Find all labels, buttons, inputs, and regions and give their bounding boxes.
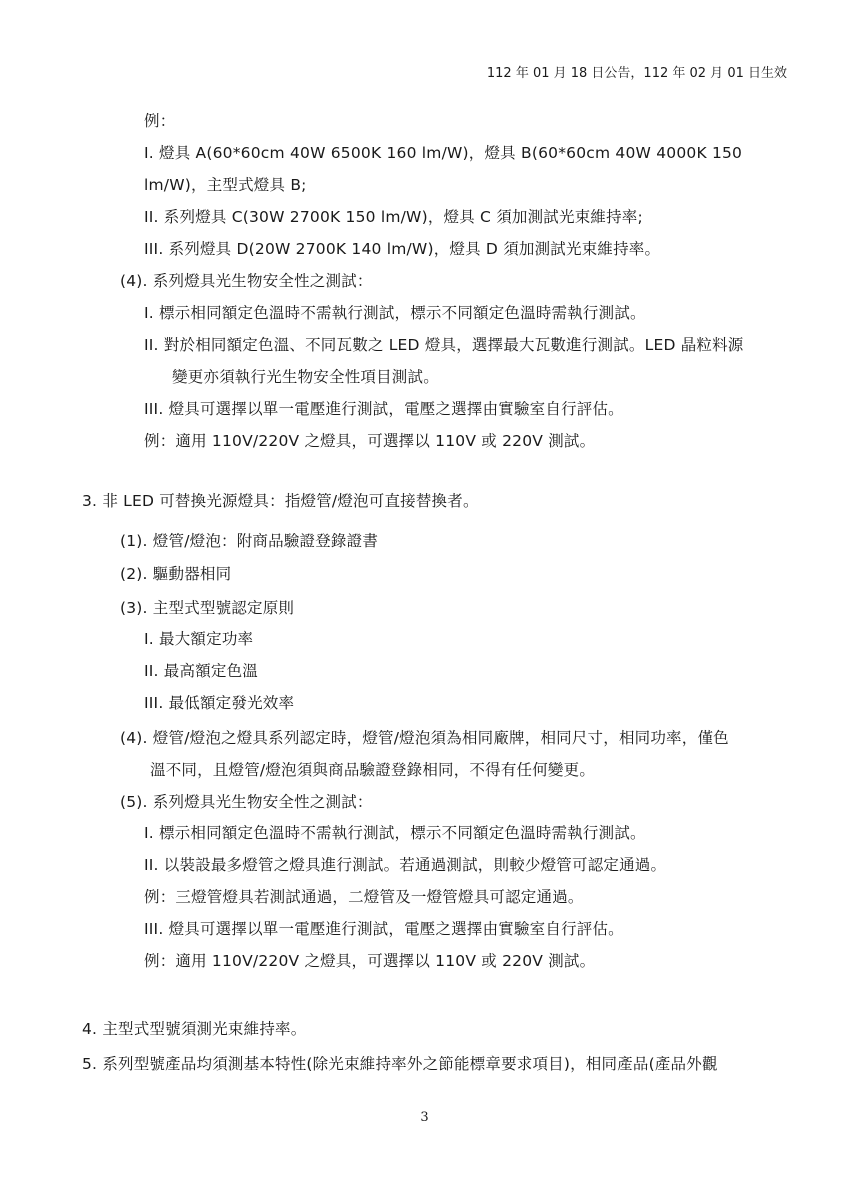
section3-item-4-cont: 溫不同，且燈管/燈泡須與商品驗證登錄相同，不得有任何變更。 [150, 761, 596, 779]
section3-item5-example-2: 例：適用 110V/220V 之燈具，可選擇以 110V 或 220V 測試。 [144, 952, 596, 970]
section3-item-1: (1). 燈管/燈泡：附商品驗證登錄證書 [120, 532, 379, 550]
section3-item5-line-3: III. 燈具可選擇以單一電壓進行測試，電壓之選擇由實驗室自行評估。 [144, 920, 624, 938]
section2-item4-line-3: III. 燈具可選擇以單一電壓進行測試，電壓之選擇由實驗室自行評估。 [144, 400, 624, 418]
section3-heading: 3. 非 LED 可替換光源燈具：指燈管/燈泡可直接替換者。 [82, 492, 479, 510]
section2-item4-line-1: I. 標示相同額定色溫時不需執行測試，標示不同額定色溫時需執行測試。 [144, 304, 646, 322]
section3-item3-sub-2: II. 最高額定色溫 [144, 662, 258, 680]
section3-item-2: (2). 驅動器相同 [120, 565, 232, 583]
section3-item5-line-1: I. 標示相同額定色溫時不需執行測試，標示不同額定色溫時需執行測試。 [144, 824, 646, 842]
section3-item5-example-1: 例：三燈管燈具若測試通過，二燈管及一燈管燈具可認定通過。 [144, 888, 584, 906]
section3-item5-heading: (5). 系列燈具光生物安全性之測試： [120, 793, 373, 811]
example-label: 例： [144, 112, 176, 130]
section2-item4-line-2-cont: 變更亦須執行光生物安全性項目測試。 [172, 368, 439, 386]
section2-item4-line-2: II. 對於相同額定色溫、不同瓦數之 LED 燈具，選擇最大瓦數進行測試。LED 晶粒料源 [144, 336, 744, 354]
example-item-1-cont: lm/W)，主型式燈具 B; [144, 176, 307, 194]
effective-date-header: 112 年 01 月 18 日公告，112 年 02 月 01 日生效 [486, 66, 787, 81]
section2-item4-example: 例：適用 110V/220V 之燈具，可選擇以 110V 或 220V 測試。 [144, 432, 596, 450]
example-item-1: I. 燈具 A(60*60cm 40W 6500K 160 lm/W)，燈具 B(60*60cm 40W 4000K 150 [144, 144, 743, 162]
section3-item-3: (3). 主型式型號認定原則 [120, 599, 295, 617]
section3-item5-line-2: II. 以裝設最多燈管之燈具進行測試。若通過測試，則較少燈管可認定通過。 [144, 856, 667, 874]
section3-item3-sub-1: I. 最大額定功率 [144, 630, 254, 648]
section5-text: 5. 系列型號產品均須測基本特性(除光束維持率外之節能標章要求項目)，相同產品(產品外觀 [82, 1055, 718, 1073]
section3-item-4: (4). 燈管/燈泡之燈具系列認定時，燈管/燈泡須為相同廠牌，相同尺寸，相同功率，僅色 [120, 729, 729, 747]
page-number: 3 [420, 1110, 429, 1125]
example-item-3: III. 系列燈具 D(20W 2700K 140 lm/W)，燈具 D 須加測試光束維持率。 [144, 240, 661, 258]
section2-item4-heading: (4). 系列燈具光生物安全性之測試： [120, 272, 373, 290]
section3-item3-sub-3: III. 最低額定發光效率 [144, 694, 295, 712]
section4-text: 4. 主型式型號須測光束維持率。 [82, 1020, 307, 1038]
example-item-2: II. 系列燈具 C(30W 2700K 150 lm/W)，燈具 C 須加測試光束維持率; [144, 208, 643, 226]
